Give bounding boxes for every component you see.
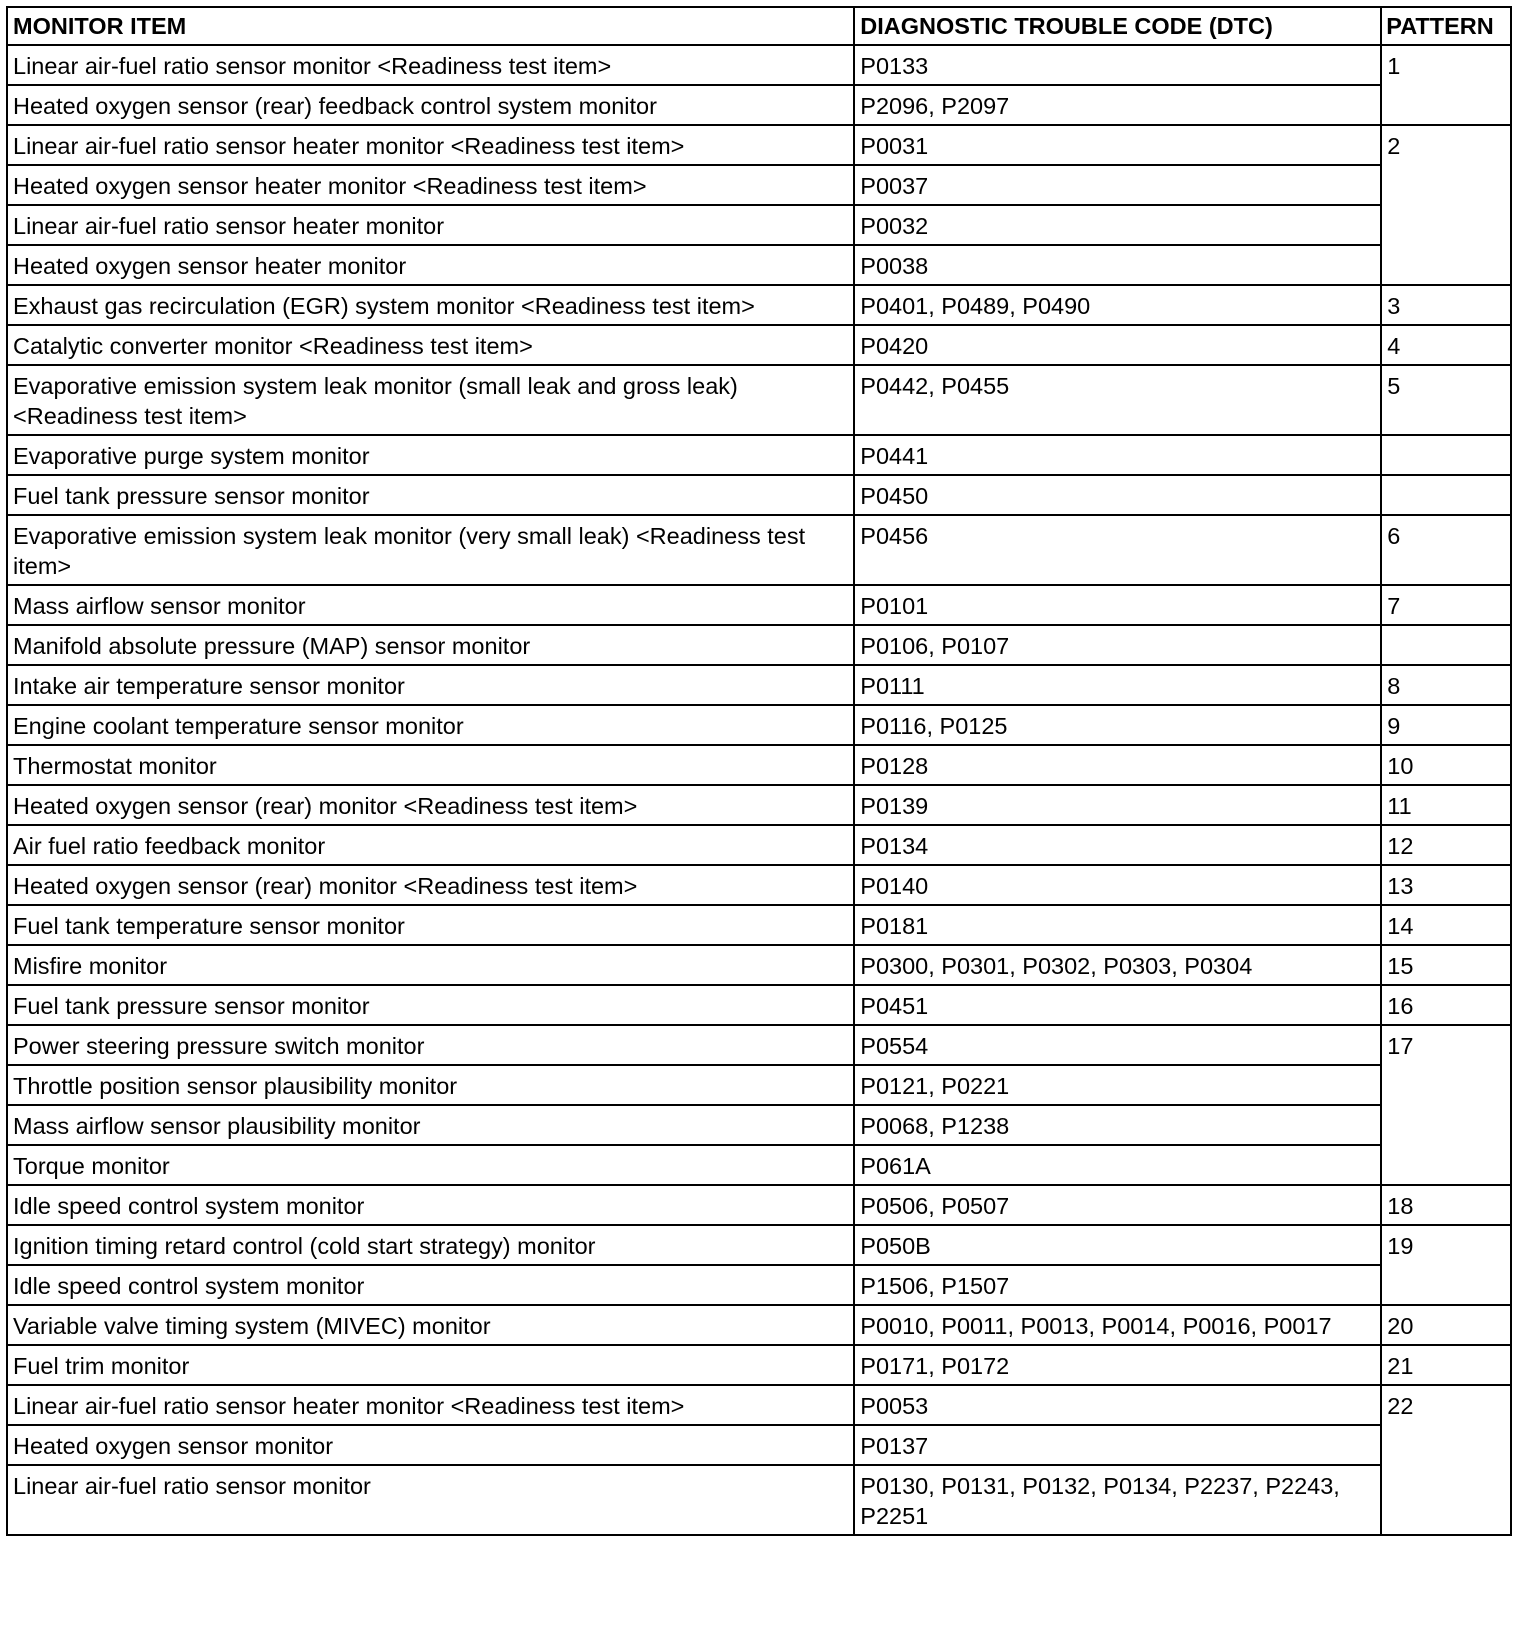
dtc-cell: P0300, P0301, P0302, P0303, P0304: [854, 945, 1381, 985]
dtc-cell: P050B: [854, 1225, 1381, 1265]
dtc-cell: P0038: [854, 245, 1381, 285]
header-dtc: DIAGNOSTIC TROUBLE CODE (DTC): [854, 7, 1381, 45]
table-row: [7, 1105, 1511, 1145]
table-row: [7, 825, 1511, 865]
table-row: [7, 745, 1511, 785]
table-row: [7, 985, 1511, 1025]
dtc-cell: P0181: [854, 905, 1381, 945]
dtc-cell: P0106, P0107: [854, 625, 1381, 665]
dtc-cell: P0139: [854, 785, 1381, 825]
pattern-cell: 6: [1381, 515, 1511, 585]
table-header-row: [7, 7, 1511, 45]
table-row: [7, 205, 1511, 245]
monitor-item-cell: Mass airflow sensor plausibility monitor: [7, 1105, 854, 1145]
monitor-item-cell: Fuel tank pressure sensor monitor: [7, 985, 854, 1025]
monitor-item-cell: Linear air-fuel ratio sensor heater monitor <Readiness test item>: [7, 1385, 854, 1425]
monitor-item-cell: Catalytic converter monitor <Readiness test item>: [7, 325, 854, 365]
table-row: [7, 1305, 1511, 1345]
table-row: [7, 1425, 1511, 1465]
table-row: [7, 435, 1511, 475]
pattern-cell: [1381, 625, 1511, 665]
table-row: [7, 515, 1511, 585]
table-row: [7, 945, 1511, 985]
pattern-cell: 21: [1381, 1345, 1511, 1385]
table-row: [7, 285, 1511, 325]
monitor-item-cell: Linear air-fuel ratio sensor heater monitor <Readiness test item>: [7, 125, 854, 165]
table-row: [7, 1065, 1511, 1105]
monitor-item-cell: Heated oxygen sensor (rear) monitor <Readiness test item>: [7, 785, 854, 825]
table-row: [7, 85, 1511, 125]
dtc-cell: P0130, P0131, P0132, P0134, P2237, P2243, P2251: [854, 1465, 1381, 1535]
dtc-cell: P0401, P0489, P0490: [854, 285, 1381, 325]
dtc-cell: P0442, P0455: [854, 365, 1381, 435]
monitor-item-cell: Manifold absolute pressure (MAP) sensor monitor: [7, 625, 854, 665]
monitor-item-cell: Torque monitor: [7, 1145, 854, 1185]
pattern-cell: 9: [1381, 705, 1511, 745]
monitor-item-cell: Evaporative emission system leak monitor (small leak and gross leak) <Readiness test item>: [7, 365, 854, 435]
monitor-item-cell: Evaporative purge system monitor: [7, 435, 854, 475]
table-row: [7, 1345, 1511, 1385]
table-row: [7, 1225, 1511, 1265]
monitor-item-cell: Linear air-fuel ratio sensor heater monitor: [7, 205, 854, 245]
table-row: [7, 665, 1511, 705]
pattern-cell: 10: [1381, 745, 1511, 785]
dtc-cell: P0134: [854, 825, 1381, 865]
monitor-item-cell: Power steering pressure switch monitor: [7, 1025, 854, 1065]
pattern-cell: 7: [1381, 585, 1511, 625]
monitor-item-cell: Variable valve timing system (MIVEC) monitor: [7, 1305, 854, 1345]
monitor-item-cell: Fuel trim monitor: [7, 1345, 854, 1385]
dtc-cell: P2096, P2097: [854, 85, 1381, 125]
pattern-cell: 1: [1381, 45, 1511, 125]
monitor-item-cell: Evaporative emission system leak monitor (very small leak) <Readiness test item>: [7, 515, 854, 585]
table-row: [7, 45, 1511, 85]
table-row: [7, 585, 1511, 625]
table-row: [7, 865, 1511, 905]
table-row: [7, 905, 1511, 945]
monitor-item-cell: Linear air-fuel ratio sensor monitor: [7, 1465, 854, 1535]
monitor-item-cell: Heated oxygen sensor heater monitor: [7, 245, 854, 285]
dtc-cell: P0032: [854, 205, 1381, 245]
dtc-cell: P0133: [854, 45, 1381, 85]
monitor-item-cell: Exhaust gas recirculation (EGR) system monitor <Readiness test item>: [7, 285, 854, 325]
dtc-cell: P0451: [854, 985, 1381, 1025]
dtc-cell: P0554: [854, 1025, 1381, 1065]
monitor-item-cell: Heated oxygen sensor monitor: [7, 1425, 854, 1465]
dtc-cell: P0010, P0011, P0013, P0014, P0016, P0017: [854, 1305, 1381, 1345]
dtc-cell: P0506, P0507: [854, 1185, 1381, 1225]
pattern-cell: 5: [1381, 365, 1511, 435]
table-row: [7, 125, 1511, 165]
monitor-item-cell: Thermostat monitor: [7, 745, 854, 785]
table-row: [7, 1465, 1511, 1535]
table-row: [7, 705, 1511, 745]
table-row: [7, 1025, 1511, 1065]
monitor-item-cell: Mass airflow sensor monitor: [7, 585, 854, 625]
table-row: [7, 785, 1511, 825]
monitor-item-cell: Heated oxygen sensor (rear) monitor <Readiness test item>: [7, 865, 854, 905]
dtc-cell: P0037: [854, 165, 1381, 205]
dtc-cell: P0441: [854, 435, 1381, 475]
monitor-item-cell: Engine coolant temperature sensor monitor: [7, 705, 854, 745]
dtc-cell: P0111: [854, 665, 1381, 705]
table-row: [7, 1145, 1511, 1185]
pattern-cell: 15: [1381, 945, 1511, 985]
monitor-item-cell: Throttle position sensor plausibility monitor: [7, 1065, 854, 1105]
table-row: [7, 365, 1511, 435]
pattern-cell: 19: [1381, 1225, 1511, 1305]
dtc-cell: P1506, P1507: [854, 1265, 1381, 1305]
dtc-cell: P0420: [854, 325, 1381, 365]
pattern-cell: 20: [1381, 1305, 1511, 1345]
pattern-cell: 2: [1381, 125, 1511, 285]
pattern-cell: 22: [1381, 1385, 1511, 1535]
dtc-cell: P0031: [854, 125, 1381, 165]
pattern-cell: 17: [1381, 1025, 1511, 1185]
pattern-cell: [1381, 435, 1511, 475]
pattern-cell: 16: [1381, 985, 1511, 1025]
dtc-cell: P061A: [854, 1145, 1381, 1185]
dtc-cell: P0140: [854, 865, 1381, 905]
table-row: [7, 475, 1511, 515]
pattern-cell: 8: [1381, 665, 1511, 705]
pattern-cell: 3: [1381, 285, 1511, 325]
dtc-cell: P0450: [854, 475, 1381, 515]
pattern-cell: 11: [1381, 785, 1511, 825]
header-pattern: PATTERN: [1381, 7, 1511, 45]
monitor-item-cell: Air fuel ratio feedback monitor: [7, 825, 854, 865]
monitor-item-cell: Misfire monitor: [7, 945, 854, 985]
dtc-cell: P0068, P1238: [854, 1105, 1381, 1145]
table-row: [7, 325, 1511, 365]
dtc-cell: P0137: [854, 1425, 1381, 1465]
monitor-item-cell: Idle speed control system monitor: [7, 1265, 854, 1305]
monitor-item-cell: Intake air temperature sensor monitor: [7, 665, 854, 705]
table-row: [7, 1265, 1511, 1305]
pattern-cell: 12: [1381, 825, 1511, 865]
monitor-item-cell: Linear air-fuel ratio sensor monitor <Readiness test item>: [7, 45, 854, 85]
monitor-item-cell: Heated oxygen sensor heater monitor <Readiness test item>: [7, 165, 854, 205]
monitor-item-cell: Heated oxygen sensor (rear) feedback control system monitor: [7, 85, 854, 125]
dtc-cell: P0101: [854, 585, 1381, 625]
pattern-cell: 4: [1381, 325, 1511, 365]
dtc-cell: P0128: [854, 745, 1381, 785]
pattern-cell: [1381, 475, 1511, 515]
pattern-cell: 14: [1381, 905, 1511, 945]
table-row: [7, 245, 1511, 285]
header-monitor-item: MONITOR ITEM: [7, 7, 854, 45]
dtc-cell: P0171, P0172: [854, 1345, 1381, 1385]
dtc-monitor-table: [6, 6, 1512, 1536]
table-row: [7, 165, 1511, 205]
pattern-cell: 18: [1381, 1185, 1511, 1225]
monitor-item-cell: Fuel tank temperature sensor monitor: [7, 905, 854, 945]
dtc-cell: P0116, P0125: [854, 705, 1381, 745]
dtc-cell: P0456: [854, 515, 1381, 585]
table-row: [7, 625, 1511, 665]
table-row: [7, 1385, 1511, 1425]
dtc-cell: P0053: [854, 1385, 1381, 1425]
dtc-cell: P0121, P0221: [854, 1065, 1381, 1105]
pattern-cell: 13: [1381, 865, 1511, 905]
monitor-item-cell: Idle speed control system monitor: [7, 1185, 854, 1225]
monitor-item-cell: Fuel tank pressure sensor monitor: [7, 475, 854, 515]
monitor-item-cell: Ignition timing retard control (cold start strategy) monitor: [7, 1225, 854, 1265]
table-row: [7, 1185, 1511, 1225]
